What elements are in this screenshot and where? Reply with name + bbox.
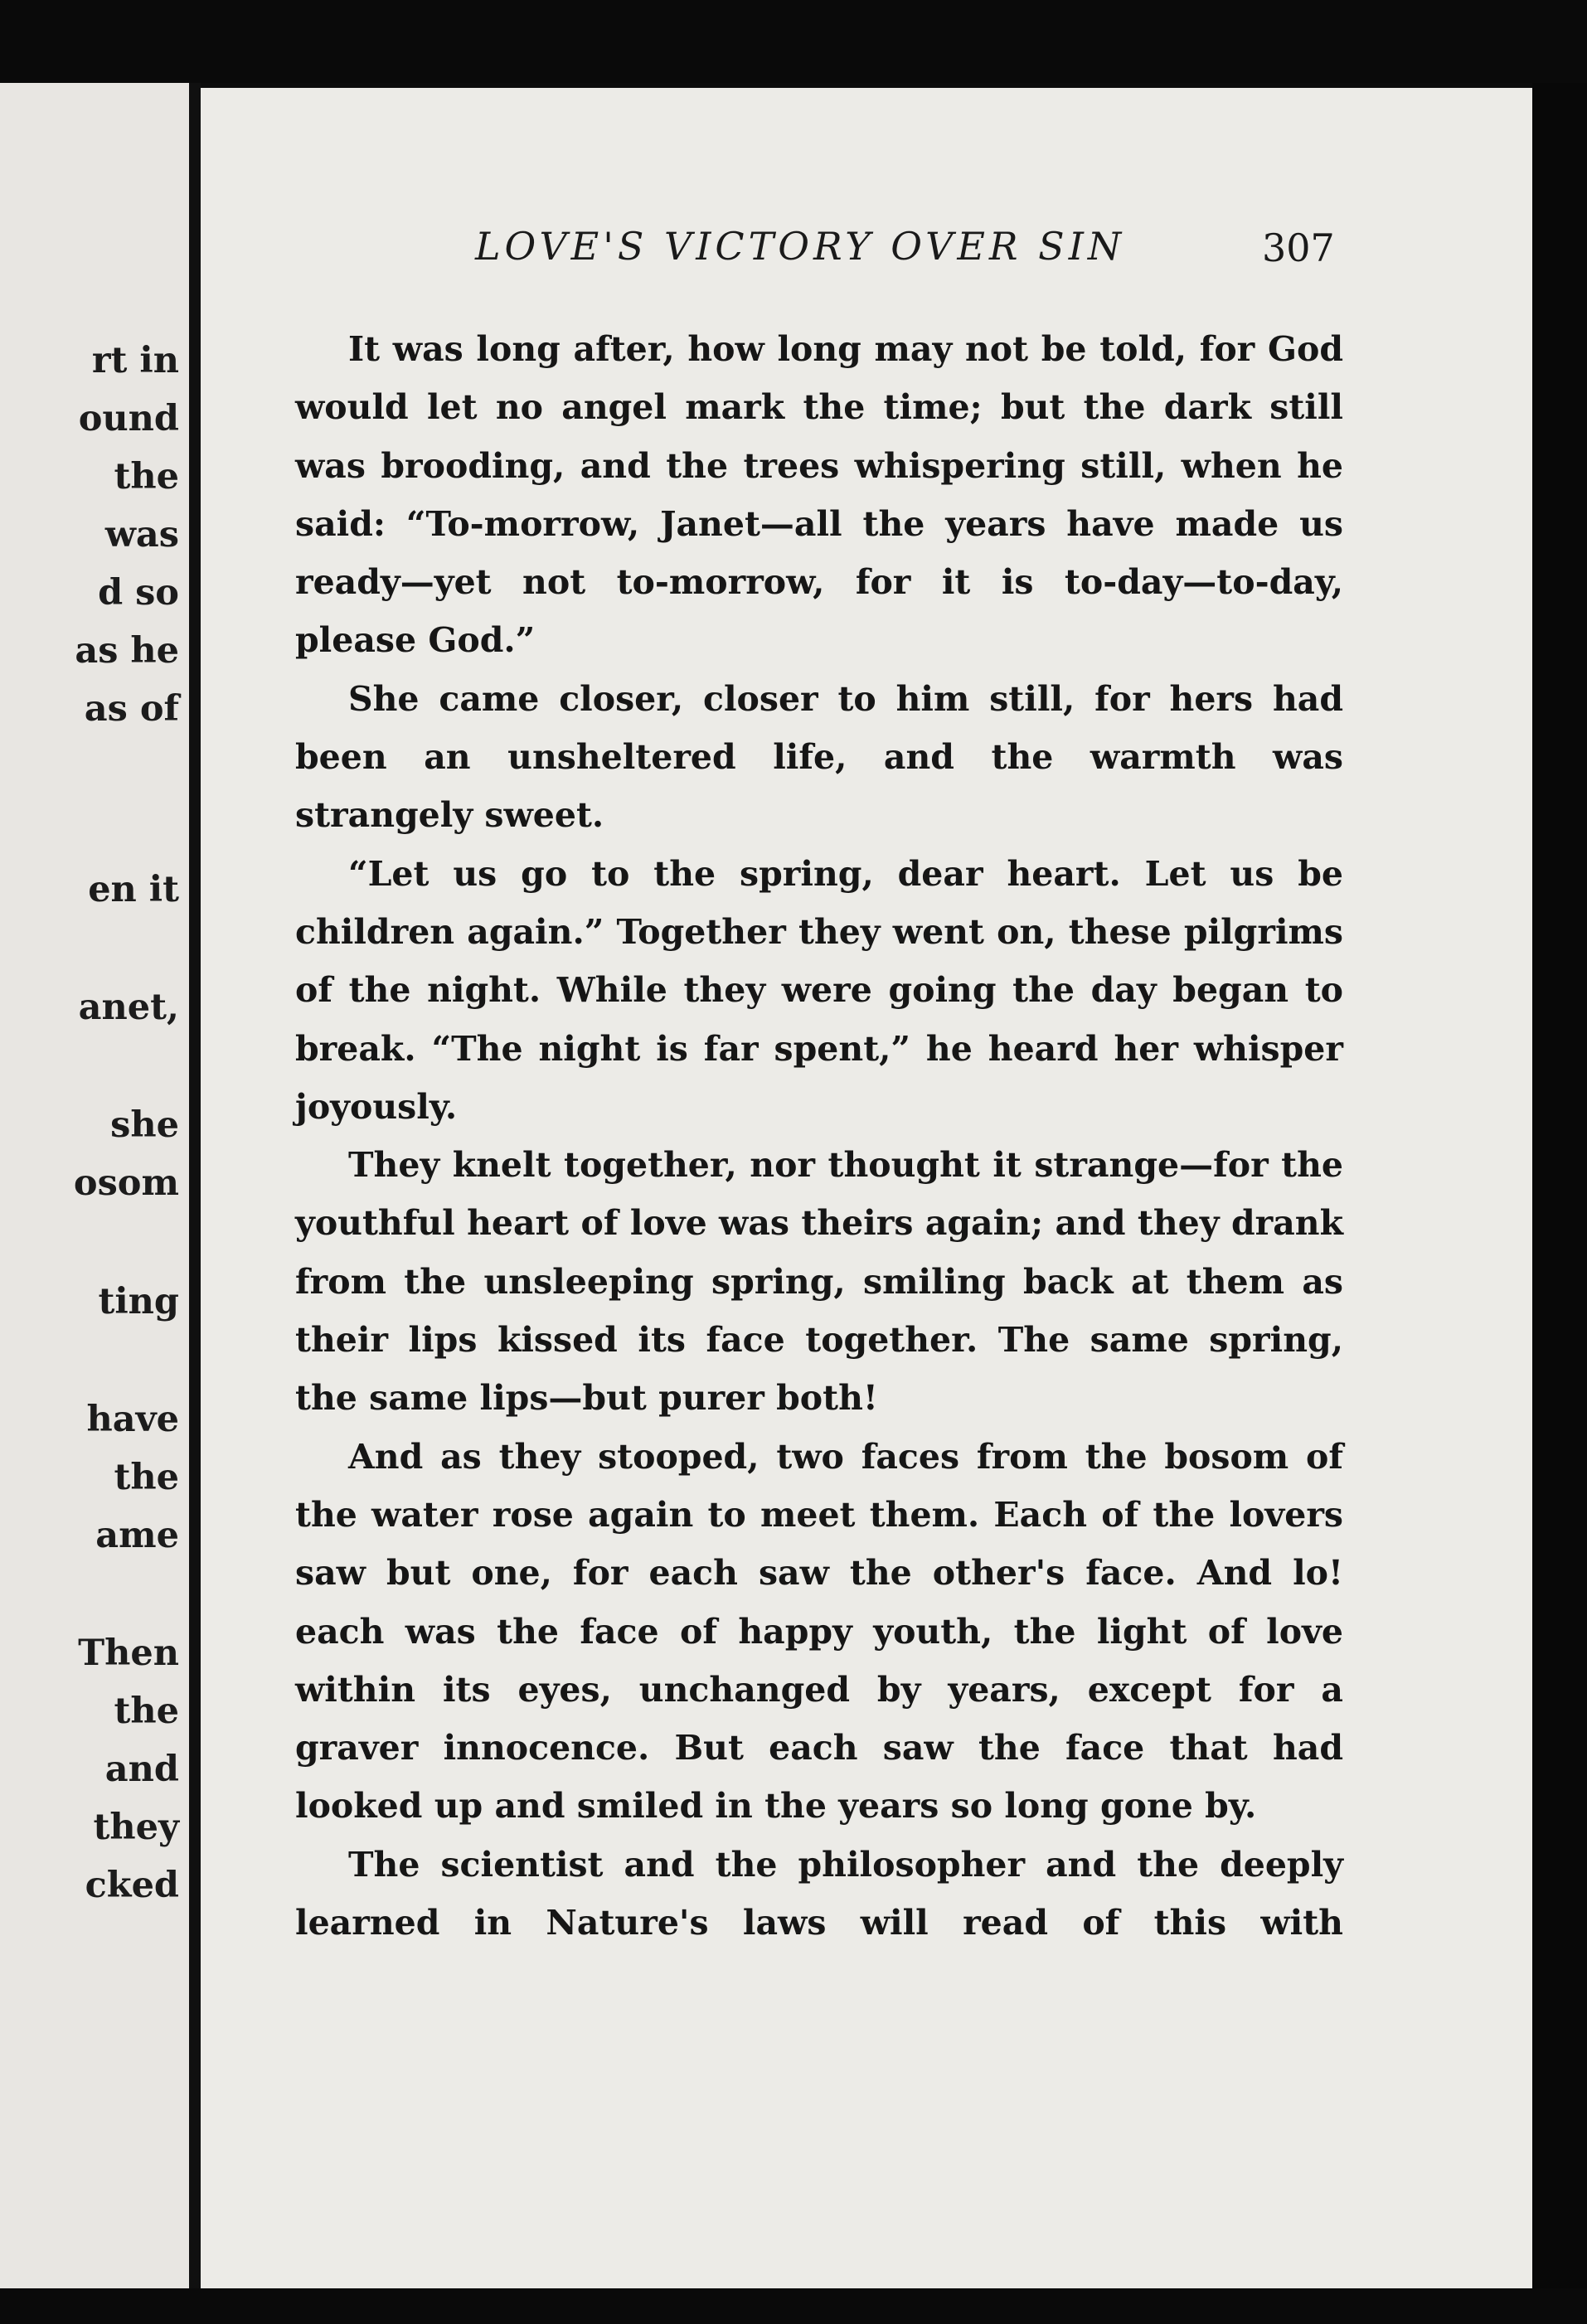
facing-line: en it [88,869,179,910]
scan-top-border [0,0,1587,83]
facing-line: d so [98,572,179,614]
facing-line: have [86,1399,179,1440]
facing-line: and [104,1749,179,1790]
paragraph: And as they stooped, two faces from the bosom of the water rose again to meet them. Each of the lovers saw but one, for each saw the other's face. And lo! each was the face of happy youth, the light of love within its eyes, unchanged by years, except for a graver innocence. But each saw the face that had looked up and smiled in the years so long gone by. [295,1436,1343,1827]
paragraph: The scientist and the philosopher and the deeply learned in Nature's laws will read of this with [295,1844,1343,1943]
paragraph: It was long after, how long may not be told, for God would let no angel mark the time; but the dark still was brooding, and the trees whispering still, when he said: “To-morrow, Janet—all the years have made us ready—yet not to-morrow, for it is to-day—to-day, please God.” [295,329,1343,661]
facing-line: the [114,1691,179,1732]
facing-line: she [110,1104,179,1146]
facing-line: ting [98,1281,179,1322]
page-number: 307 [1262,226,1335,270]
facing-line: cked [85,1865,179,1906]
facing-line: osom [73,1162,179,1204]
facing-line: anet, [78,987,179,1028]
scan-right-border [1532,83,1587,2324]
paragraph: She came closer, closer to him still, for hers had been an unsheltered life, and the warmth was strangely sweet. [295,678,1343,836]
facing-line: ound [78,398,179,439]
facing-line: was [104,514,179,556]
facing-line: the [114,1457,179,1498]
facing-page-fragment [0,83,192,2288]
paragraph: “Let us go to the spring, dear heart. Let us be children again.” Together they went on, these pilgrims of the night. While they were going the day began to break. “The night is far spent,” he heard her whisper joyously. [295,853,1343,1127]
scan-bottom-border [0,2288,1587,2324]
paragraph: They knelt together, nor thought it strange—for the youthful heart of love was theirs again; and they drank from the unsleeping spring, smiling back at them as their lips kissed its face together. The same spring, the same lips—but purer both! [295,1145,1343,1419]
page-body [295,320,1343,1952]
running-title: LOVE'S VICTORY OVER SIN [475,224,1126,269]
facing-line: rt in [91,340,179,381]
facing-line: the [114,456,179,497]
facing-line: as he [75,630,179,672]
facing-line: ame [95,1515,179,1556]
facing-line: they [93,1807,179,1848]
page-gutter [189,83,201,2288]
facing-line: Then [78,1633,179,1674]
facing-line: as of [84,688,179,730]
